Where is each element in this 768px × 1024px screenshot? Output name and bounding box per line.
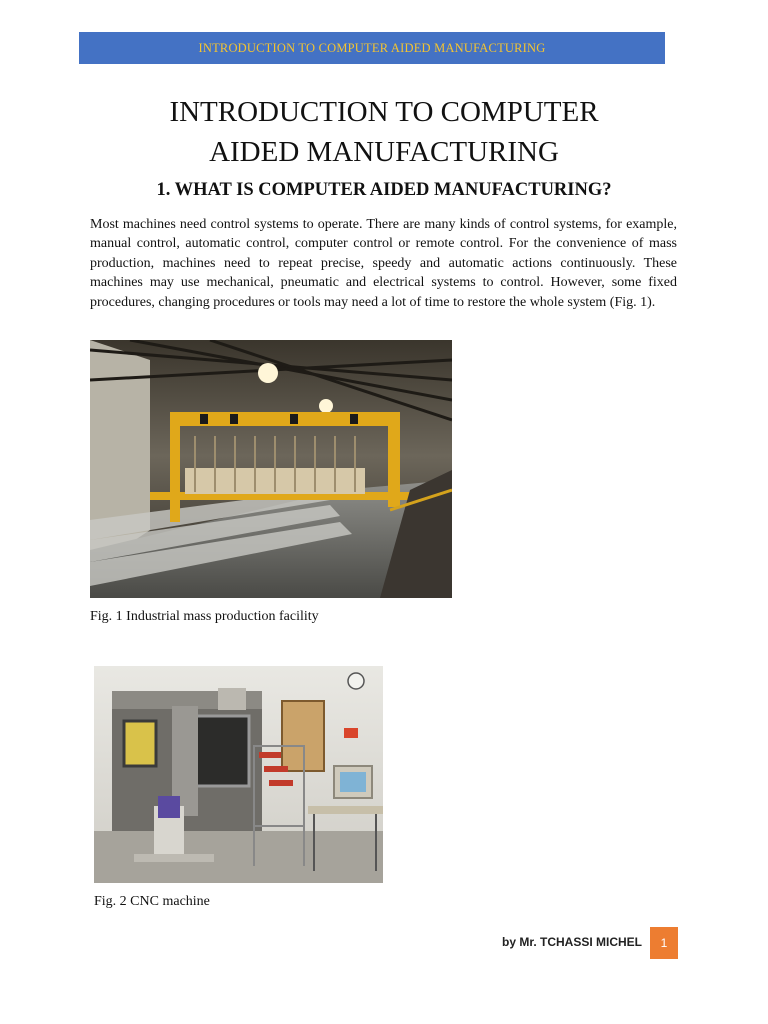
figure-1-caption: Fig. 1 Industrial mass production facility — [90, 609, 319, 624]
page-number: 1 — [660, 936, 668, 950]
figure-industrial-facility-image — [90, 340, 452, 598]
page-title — [90, 92, 678, 172]
section-heading: 1. WHAT IS COMPUTER AIDED MANUFACTURING? — [156, 180, 612, 200]
page-number-badge — [650, 927, 678, 959]
page-title-line-1: INTRODUCTION TO COMPUTER — [169, 96, 599, 128]
figure-cnc-machine-image — [94, 666, 383, 883]
running-header-text: INTRODUCTION TO COMPUTER AIDED MANUFACTURING — [198, 40, 546, 55]
running-header — [79, 32, 665, 64]
footer-author: by Mr. TCHASSI MICHEL — [501, 935, 642, 949]
page-title-line-2: AIDED MANUFACTURING — [209, 136, 559, 168]
body-paragraph: Most machines need control systems to operate. There are many kinds of control systems, for example, manual control, automatic control, computer control or remote control. For the convenience of mass production, machines need to repeat precise, speedy and automatic actions continuously. These machines may use mechanical, pneumatic and electrical systems to control. However, some fixed procedures, changing procedures or tools may need a lot of time to restore the whole system (Fig. 1). — [90, 217, 677, 310]
figure-2-caption: Fig. 2 CNC machine — [94, 894, 210, 909]
